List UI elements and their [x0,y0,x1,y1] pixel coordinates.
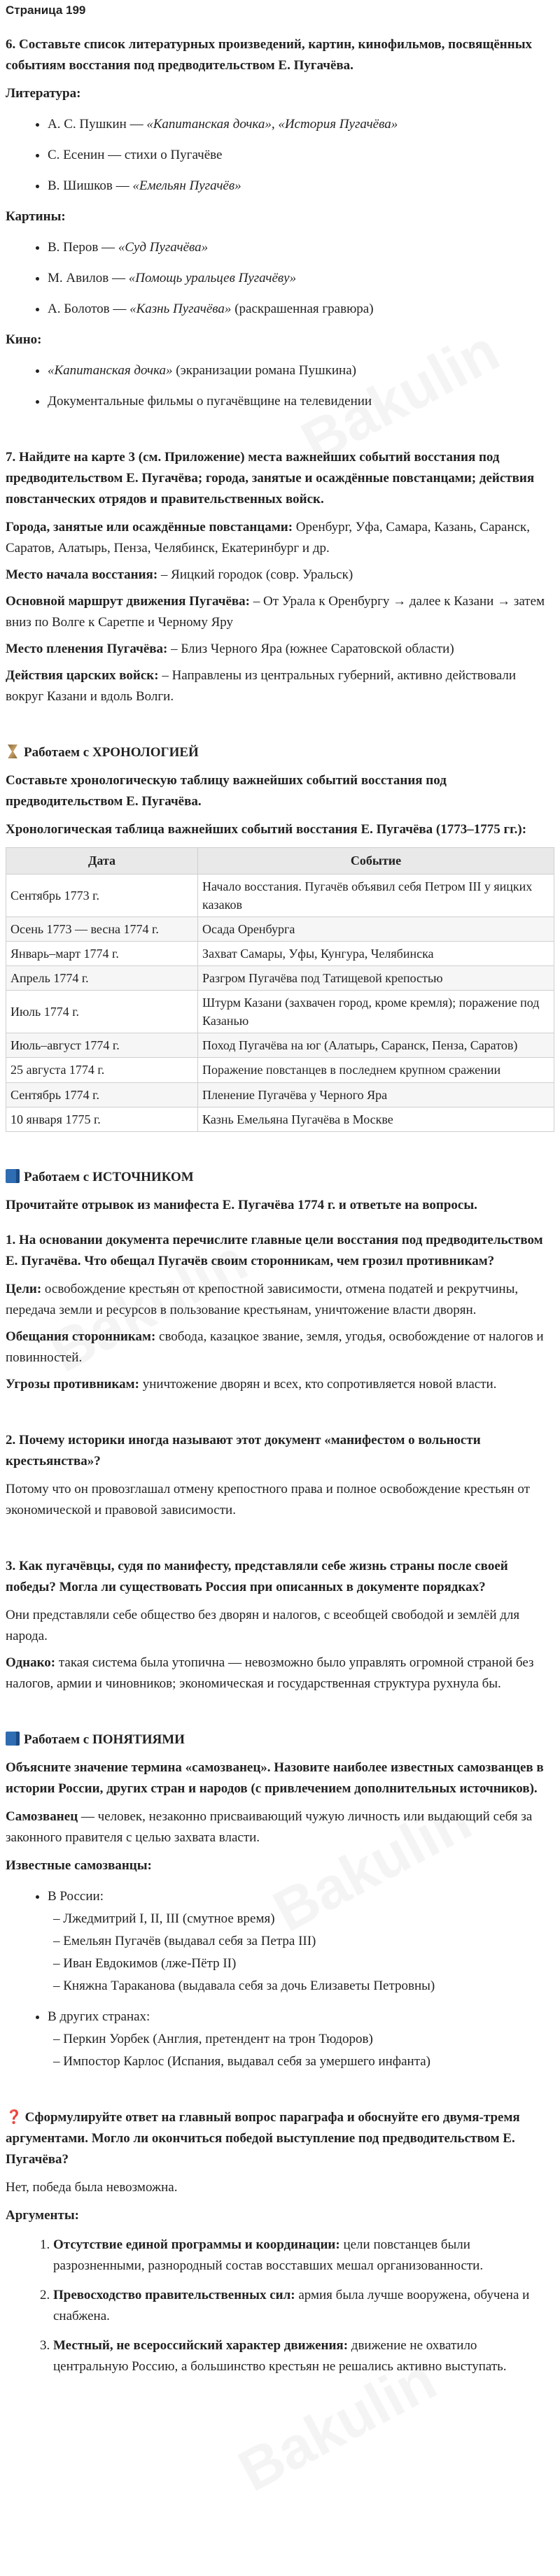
q7-item [6,565,554,586]
q7-item-label: Основной маршрут движения Пугачёва: [6,594,250,609]
item-text: уничтожение дворян и всех, кто сопротивляется новой власти. [139,1376,497,1392]
table-row [6,1107,554,1131]
source-q1-item [6,1279,554,1321]
date-cell: Сентябрь 1773 г. [6,874,198,917]
list-item [48,268,554,289]
chrono-header-text: Работаем с ХРОНОЛОГИЕЙ [24,745,199,760]
event-cell: Поход Пугачёва на юг (Алатырь, Саранск, Пенза, Саратов) [198,1033,554,1058]
list-item [48,2007,554,2072]
table-row [6,1033,554,1058]
work-title: «Емельян Пугачёв» [132,178,241,193]
event-cell: Захват Самары, Уфы, Кунгура, Челябинска [198,942,554,966]
table-row [6,1082,554,1107]
author: М. Авилов — [48,270,129,285]
page-label: Страница 199 [6,3,86,17]
list-item: – Импостор Карлос (Испания, выдавал себя за умершего инфанта) [53,2054,431,2069]
date-cell: Осень 1773 — весна 1774 г. [6,917,198,941]
author: В. Шишков — [48,178,133,193]
author: А. Болотов — [48,302,130,316]
arg-text: армия была лучше вооружена, обучена и снабжена. [53,2288,530,2324]
event-cell: Разгром Пугачёва под Татищевой крепостью [198,966,554,991]
arg-label: Превосходство правительственных сил: [53,2288,295,2303]
impostors-list [6,1886,554,2072]
q7-item-label: Место начала восстания: [6,567,158,583]
col-event: Событие [198,848,554,874]
list-item: – Княжна Тараканова (выдавала себя за дочь Елизаветы Петровны) [53,1979,435,1994]
table-row [6,966,554,991]
list-item: – Иван Евдокимов (лже-Пётр II) [53,1956,237,1972]
group-label: В России: [48,1889,104,1904]
paintings-label: Картины: [6,208,66,224]
list-item [48,360,554,381]
work-title: «Капитанская дочка» [48,363,173,378]
list-item: – Лжедмитрий I, II, III (смутное время) [53,1911,275,1927]
concepts-header [6,1729,554,1750]
table-header-row [6,848,554,874]
book-icon [6,1169,20,1183]
arg-label: Отсутствие единой программы и координации: [53,2237,340,2253]
work-title: «Казнь Пугачёва» [130,302,232,316]
table-row [6,1058,554,1082]
concepts-task: Объясните значение термина «самозванец». Назовите наиболее известных самозванцев в истории России, других стран и народов (с привлечением дополнительных источников). [6,1760,544,1797]
date-cell: Январь–март 1774 г. [6,942,198,966]
date-cell: 10 января 1775 г. [6,1107,198,1131]
literature-list [6,114,554,197]
q7-item [6,639,554,660]
q7-item-text: – Близ Черного Яра (южнее Саратовской области) [167,642,454,657]
russia-impostors [48,1909,554,1997]
list-item [48,391,554,412]
list-item [48,176,554,197]
arguments-list [6,2235,554,2377]
content [0,34,560,2378]
q7-item [6,591,554,633]
q7-item-text: – От Урала к Оренбургу → далее к Казани → затем вниз по Волге к Саретпе и Черному Яру [6,594,545,630]
source-q1-item [6,1326,554,1368]
note: (экранизации романа Пушкина) [172,363,356,378]
chrono-table [6,847,554,1131]
q7-item-label: Города, занятые или осаждённые повстанцами: [6,520,293,535]
source-header-text: Работаем с ИСТОЧНИКОМ [24,1169,194,1184]
event-cell: Пленение Пугачёва у Черного Яра [198,1082,554,1107]
source-q2-answer: Потому что он провозглашал отмену крепостного права и полное освобождение крестьян от экономической и правовой зависимости. [6,1481,530,1517]
final-question-text: Сформулируйте ответ на главный вопрос параграфа и обоснуйте его двумя-тремя аргументами. Могло ли окончиться победой выступление под предводительством Е. Пугачёва? [6,2110,520,2167]
work-title: «Капитанская дочка», «История Пугачёва» [146,116,398,132]
source-q1: 1. На основании документа перечислите главные цели восстания под предводительством Е. Пугачёва. Что обещал Пугачёв своим сторонникам, чем грозил противникам? [6,1232,543,1268]
event-cell: Осада Оренбурга [198,917,554,941]
final-answer: Нет, победа была невозможна. [6,2180,178,2195]
list-item [48,114,554,135]
list-item: – Емельян Пугачёв (выдавал себя за Петра III) [53,1934,316,1949]
q7-item-label: Место пленения Пугачёва: [6,642,168,657]
cinema-list [6,360,554,412]
table-row [6,874,554,917]
author: В. Перов — [48,239,118,255]
question-mark-icon: ❓ [6,2110,22,2125]
source-q3: 3. Как пугачёвцы, судя по манифесту, представляли себе жизнь страны после своей победы? Могла ли существовать Россия при описанных в документе порядках? [6,1558,508,1594]
col-date: Дата [6,848,198,874]
chrono-table-title: Хронологическая таблица важнейших событий восстания Е. Пугачёва (1773–1775 гг.): [6,822,527,837]
q7-item-label: Действия царских войск: [6,668,159,684]
q7-item-text: Оренбург, Уфа, Самара, Казань, Саранск, Саратов, Алатырь, Пенза, Челябинск, Екатеринбург и др. [6,520,531,556]
work-title: «Суд Пугачёва» [118,239,209,255]
date-cell: 25 августа 1774 г. [6,1058,198,1082]
item-text: освобождение крестьян от крепостной зависимости, отмена податей и рекрутчины, передача земли и ресурсов в пользование крестьянам, уничтожение власти дворян. [6,1281,519,1317]
other-impostors [48,2029,554,2072]
arg-text: движение не охватило центральную Россию, а большинство крестьян не решались активно выступать. [53,2338,507,2375]
date-cell: Сентябрь 1774 г. [6,1082,198,1107]
list-item: – Перкин Уорбек (Англия, претендент на трон Тюдоров) [53,2032,373,2047]
q7-item [6,517,554,559]
list-item [53,2285,554,2327]
list-item [53,2235,554,2277]
table-row [6,917,554,941]
group-label: В других странах: [48,2009,150,2025]
definition [6,1806,554,1848]
chrono-header [6,742,554,763]
definition-text: — человек, незаконно присваивающий чужую личность или выдающий себя за законного правителя с целью захвата власти. [6,1809,533,1846]
arg-label: Местный, не всероссийский характер движения: [53,2338,349,2354]
item-text: свобода, казацкое звание, земля, угодья, освобождение от налогов и повинностей. [6,1329,544,1365]
q6-title: 6. Составьте список литературных произведений, картин, кинофильмов, посвящённых событиям восстания под предводительством Е. Пугачёва. [6,36,533,73]
list-item [48,1886,554,1997]
note: (раскрашенная гравюра) [231,302,374,316]
list-item [53,2335,554,2377]
event-cell: Штурм Казани (захвачен город, кроме кремля); поражение под Казанью [198,991,554,1033]
q7-item-text: – Направлены из центральных губерний, активно действовали вокруг Казани и вдоль Волги. [6,668,517,705]
cinema-label: Кино: [6,332,42,348]
known-impostors-label: Известные самозванцы: [6,1858,152,1874]
paintings-list [6,237,554,320]
source-header [6,1167,554,1188]
definition-term: Самозванец [6,1809,78,1825]
source-q1-item [6,1374,554,1395]
date-cell: Июль 1774 г. [6,991,198,1033]
author: А. С. Пушкин — [48,116,147,132]
arg-text: цели повстанцев были разрозненными, разнородный состав восставших мешал организованности. [53,2237,484,2274]
arguments-label: Аргументы: [6,2208,79,2223]
source-q3-answer: Они представляли себе общество без дворян и налогов, с всеобщей свободой и землёй для народа. [6,1608,520,1644]
source-q3-note [6,1653,554,1694]
chrono-task: Составьте хронологическую таблицу важнейших событий восстания под предводительством Е. Пугачёва. [6,773,447,809]
q7-title: 7. Найдите на карте 3 (см. Приложение) места важнейших событий восстания под предводительством Е. Пугачёва; города, занятые и осаждённые повстанцами; действия повстанческих отрядов и правительственных войск. [6,450,535,507]
event-cell: Начало восстания. Пугачёв объявил себя Петром III у яицких казаков [198,874,554,917]
hourglass-icon [6,744,20,758]
note-label: Однако: [6,1655,56,1671]
table-row [6,991,554,1033]
item-label: Цели: [6,1281,42,1296]
source-q2: 2. Почему историки иногда называют этот документ «манифестом о вольности крестьянства»? [6,1432,481,1469]
book-icon [6,1732,20,1746]
final-question [6,2107,554,2170]
list-item [48,299,554,320]
author: С. Есенин — стихи о Пугачёве [48,147,223,162]
event-cell: Казнь Емельяна Пугачёва в Москве [198,1107,554,1131]
q7-item [6,665,554,707]
date-cell: Июль–август 1774 г. [6,1033,198,1058]
date-cell: Апрель 1774 г. [6,966,198,991]
item-label: Угрозы противникам: [6,1376,139,1392]
note-text: такая система была утопична — невозможно было управлять огромной страной без налогов, армии и чиновников; экономическая и государственная структура рухнула бы. [6,1655,534,1692]
list-item [48,145,554,166]
event-cell: Поражение повстанцев в последнем крупном сражении [198,1058,554,1082]
q7-item-text: – Яицкий городок (совр. Уральск) [158,567,354,583]
list-item [48,237,554,258]
author: Документальные фильмы о пугачёвщине на телевидении [48,394,372,409]
concepts-header-text: Работаем с ПОНЯТИЯМИ [24,1732,185,1748]
work-title: «Помощь уральцев Пугачёву» [128,270,297,285]
literature-label: Литература: [6,85,81,101]
item-label: Обещания сторонникам: [6,1329,156,1344]
table-row [6,942,554,966]
source-intro: Прочитайте отрывок из манифеста Е. Пугачёва 1774 г. и ответьте на вопросы. [6,1197,477,1212]
